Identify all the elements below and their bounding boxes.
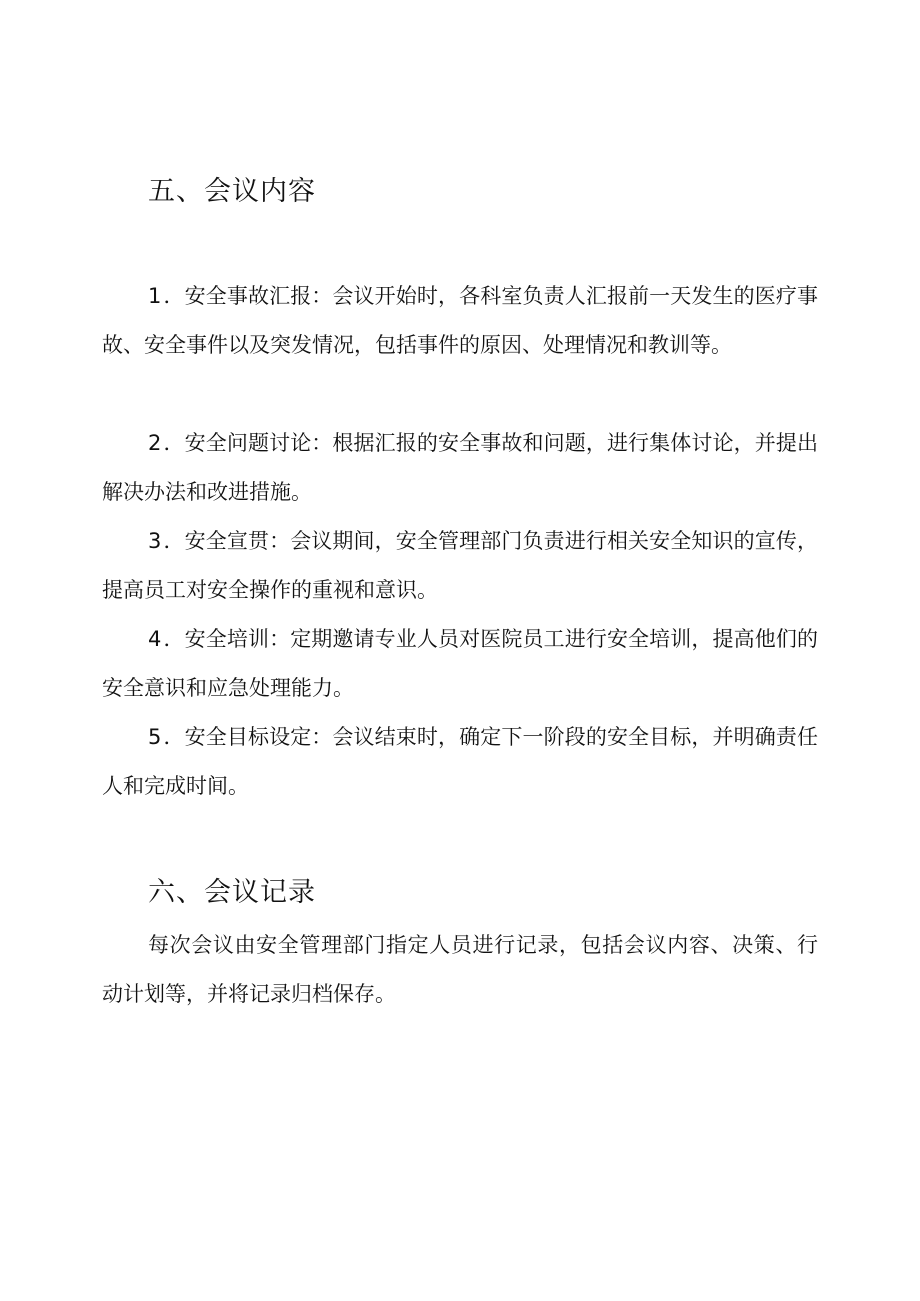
section-5-item-3 [102,517,818,615]
item-number: 5 [148,725,162,749]
item-text: ．安全目标设定：会议结束时，确定下一阶段的安全目标，并明确责任人和完成时间。 [102,725,818,798]
item-number: 2 [148,431,162,455]
section-5-heading: 五、会议内容 [148,176,316,207]
section-5-item-4 [102,615,818,713]
section-6-heading: 六、会议记录 [148,877,316,908]
item-text: ．安全问题讨论：根据汇报的安全事故和问题，进行集体讨论，并提出解决办法和改进措施。 [102,431,818,504]
section-5-item-1 [102,272,818,370]
item-text: ．安全宣贯：会议期间，安全管理部门负责进行相关安全知识的宣传，提高员工对安全操作的重视和意识。 [102,529,818,602]
section-5-item-5 [102,713,818,811]
item-text: ．安全培训：定期邀请专业人员对医院员工进行安全培训，提高他们的安全意识和应急处理能力。 [102,627,818,700]
section-6-body: 每次会议由安全管理部门指定人员进行记录，包括会议内容、决策、行动计划等，并将记录归档保存。 [102,933,818,1006]
item-number: 1 [148,284,162,308]
section-5-item-2 [102,419,818,517]
item-text: ．安全事故汇报：会议开始时，各科室负责人汇报前一天发生的医疗事故、安全事件以及突发情况，包括事件的原因、处理情况和教训等。 [102,284,818,357]
item-number: 4 [148,627,162,651]
item-number: 3 [148,529,162,553]
